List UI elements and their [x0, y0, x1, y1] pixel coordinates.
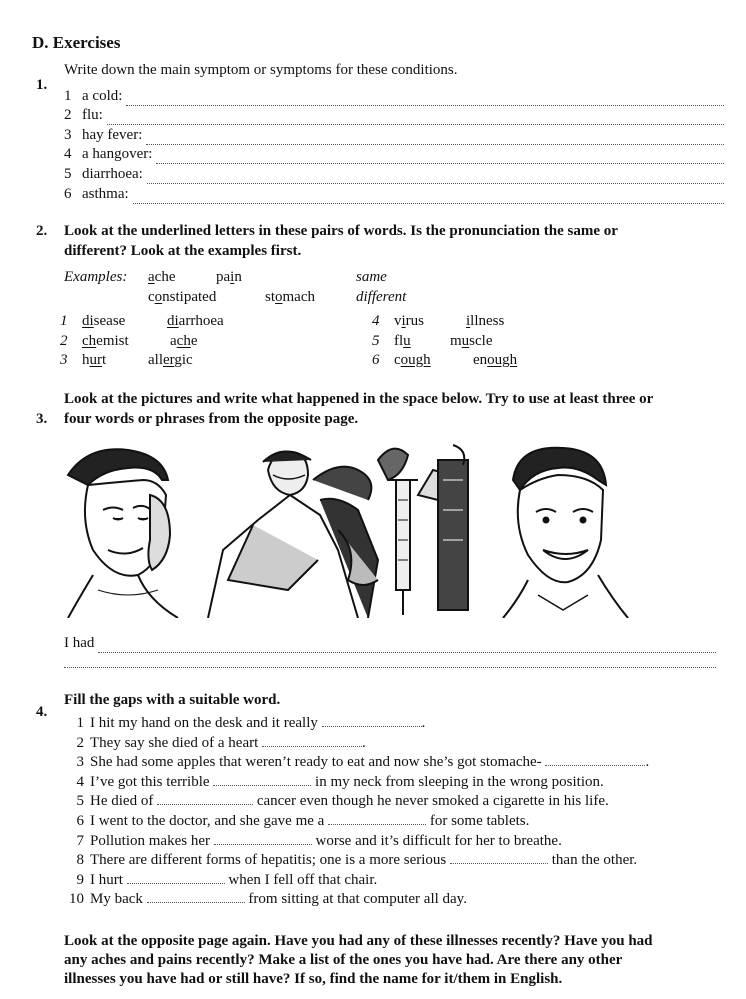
answer-line-1[interactable] [64, 634, 716, 653]
item-number: 6 [76, 812, 84, 829]
gap-blank[interactable] [213, 773, 311, 786]
pair-word-1: disease [82, 313, 126, 329]
item-number: 4 [64, 146, 72, 163]
gap-blank[interactable] [127, 871, 225, 884]
answer-blank[interactable] [126, 92, 724, 106]
item-label: a cold: [82, 87, 123, 104]
item-number: 5 [76, 793, 84, 810]
item-number: 4 [76, 773, 84, 790]
item-text-after: from sitting at that computer all day. [248, 891, 467, 908]
pair-number: 6 [372, 352, 380, 368]
example-1-word-1: ache [148, 269, 176, 285]
item-text-before: I went to the doctor, and she gave me a [90, 812, 325, 829]
item-number: 1 [64, 87, 72, 104]
item-text-after: . [421, 715, 426, 731]
item-text-after: for some tablets. [429, 812, 530, 829]
exercise-2-instruction-line1: Look at the underlined letters in these pairs of words. Is the pronunciation the same or [64, 223, 618, 239]
gap-blank[interactable] [322, 714, 422, 727]
pair-number: 2 [60, 332, 68, 349]
item-text-after: in my neck from sleeping in the wrong position. [315, 773, 604, 790]
item-number: 2 [76, 734, 84, 751]
gap-blank[interactable] [545, 753, 645, 766]
exercise-1-item [64, 86, 724, 106]
exercise-3-instruction-line2: four words or phrases from the opposite page. [64, 411, 359, 427]
item-label: hay fever: [82, 126, 143, 143]
exercise-4-item [62, 832, 742, 852]
pair-word-2: allergic [148, 352, 193, 368]
item-number: 2 [64, 107, 72, 124]
exercise-1-instruction: Write down the main symptom or symptoms for these conditions. [64, 62, 458, 78]
item-text-before: My back [90, 891, 143, 908]
item-number: 3 [64, 126, 72, 143]
pair-word-1: virus [394, 313, 425, 329]
exercise-4-number: 4. [36, 704, 48, 720]
item-text-before: He died of [90, 793, 154, 810]
item-label: diarrhoea: [82, 165, 143, 182]
answer-blank[interactable] [146, 131, 724, 145]
gap-blank[interactable] [157, 792, 253, 805]
exercise-4-list [62, 714, 742, 910]
illustration-strip [58, 440, 724, 618]
item-label: flu: [82, 107, 103, 124]
item-label: a hangover: [82, 146, 153, 163]
exercise-4-item [62, 734, 742, 754]
answer-blank[interactable] [107, 111, 724, 125]
exercise-5-line1: Look at the opposite page again. Have you had any of these illnesses recently? Have you had [64, 933, 653, 949]
item-text-before: I hit my hand on the desk and it really [90, 715, 318, 731]
exercise-5-line2: any aches and pains recently? Make a list of the ones you have had. Are there any other [64, 952, 623, 968]
answer-line-2[interactable] [64, 654, 716, 668]
gap-blank[interactable] [262, 734, 362, 747]
pair-word-2: enough [473, 352, 518, 368]
item-text-after: . [645, 754, 650, 771]
exercise-4-item [62, 812, 742, 832]
pair-word-2: muscle [450, 332, 493, 349]
pair-word-1: chemist [82, 332, 129, 349]
item-text-before: I’ve got this terrible [90, 773, 210, 790]
item-label: asthma: [82, 185, 129, 202]
pair-number: 3 [60, 352, 68, 368]
pair-word-2: illness [466, 313, 505, 329]
exercise-3-instruction-line1: Look at the pictures and write what happened in the space below. Try to use at least three or [64, 391, 654, 407]
pair-number: 4 [372, 313, 380, 329]
item-text-before: There are different forms of hepatitis; one is a more serious [90, 852, 447, 869]
examples-label: Examples: [64, 269, 128, 285]
item-text-before: I hurt [90, 871, 123, 888]
answer-prefix: I had [64, 635, 95, 651]
item-text-before: Pollution makes her [90, 832, 210, 849]
exercise-2-instruction-line2: different? Look at the examples first. [64, 243, 302, 259]
answer-blank-1[interactable] [98, 639, 716, 653]
exercise-1-item [64, 164, 724, 184]
exercise-4-item [62, 890, 742, 910]
exercise-2-number: 2. [36, 223, 48, 239]
item-number: 3 [76, 754, 84, 771]
gap-blank[interactable] [214, 832, 312, 845]
pair-number: 5 [372, 332, 380, 349]
item-text-after: . [362, 734, 366, 751]
pair-word-2: diarrhoea [167, 313, 224, 329]
exercise-3-number: 3. [36, 411, 48, 427]
example-1-word-2: pain [216, 269, 242, 285]
pair-word-1: hurt [82, 352, 107, 368]
man-with-toothache-picture [68, 449, 178, 618]
item-number: 9 [76, 871, 84, 888]
pair-word-2: ache [170, 332, 198, 349]
exercise-1-item [64, 145, 724, 165]
answer-blank[interactable] [156, 150, 724, 164]
gap-blank[interactable] [450, 851, 548, 864]
example-2-result: different [356, 289, 407, 305]
item-text-after: than the other. [551, 852, 638, 869]
exercise-1-item [64, 184, 724, 204]
item-number: 5 [64, 165, 72, 182]
example-1-result: same [356, 269, 387, 285]
dentist-picture [208, 449, 408, 618]
exercise-4-item [62, 753, 742, 773]
exercise-1-item [64, 125, 724, 145]
smiling-man-picture [503, 448, 628, 618]
item-text-after: worse and it’s difficult for her to breathe. [315, 832, 562, 849]
section-title: D. Exercises [32, 33, 121, 52]
example-2-word-2: stomach [265, 289, 315, 305]
exercise-1-item [64, 106, 724, 126]
item-number: 6 [64, 185, 72, 202]
exercise-1-number: 1. [36, 77, 48, 93]
exercise-4-item [62, 871, 742, 891]
pair-word-1: flu [394, 332, 411, 349]
item-text-before: They say she died of a heart [90, 734, 259, 751]
exercise-5-line3: illnesses you have had or still have? If so, find the name for it/them in English. [64, 971, 563, 987]
item-number: 10 [69, 891, 84, 908]
exercise-4-item [62, 773, 742, 793]
exercise-4-item [62, 792, 742, 812]
item-number: 7 [76, 832, 84, 849]
exercise-1-list [64, 86, 724, 204]
item-number: 1 [76, 715, 84, 731]
item-number: 8 [76, 852, 84, 869]
item-text-after: when I fell off that chair. [228, 871, 378, 888]
gap-blank[interactable] [147, 890, 245, 903]
gap-blank[interactable] [328, 812, 426, 825]
item-text-before: She had some apples that weren’t ready to eat and now she’s got stomache- [90, 754, 542, 771]
item-text-after: cancer even though he never smoked a cigarette in his life. [256, 793, 609, 810]
example-2-word-1: constipated [148, 289, 217, 305]
exercise-4-item [62, 851, 742, 871]
exercise-4-instruction: Fill the gaps with a suitable word. [64, 692, 281, 708]
pair-word-1: cough [394, 352, 431, 368]
pair-number: 1 [60, 313, 68, 329]
exercise-4-item [62, 714, 742, 734]
answer-blank[interactable] [147, 170, 724, 184]
answer-blank-2[interactable] [64, 654, 716, 668]
answer-blank[interactable] [133, 190, 724, 204]
